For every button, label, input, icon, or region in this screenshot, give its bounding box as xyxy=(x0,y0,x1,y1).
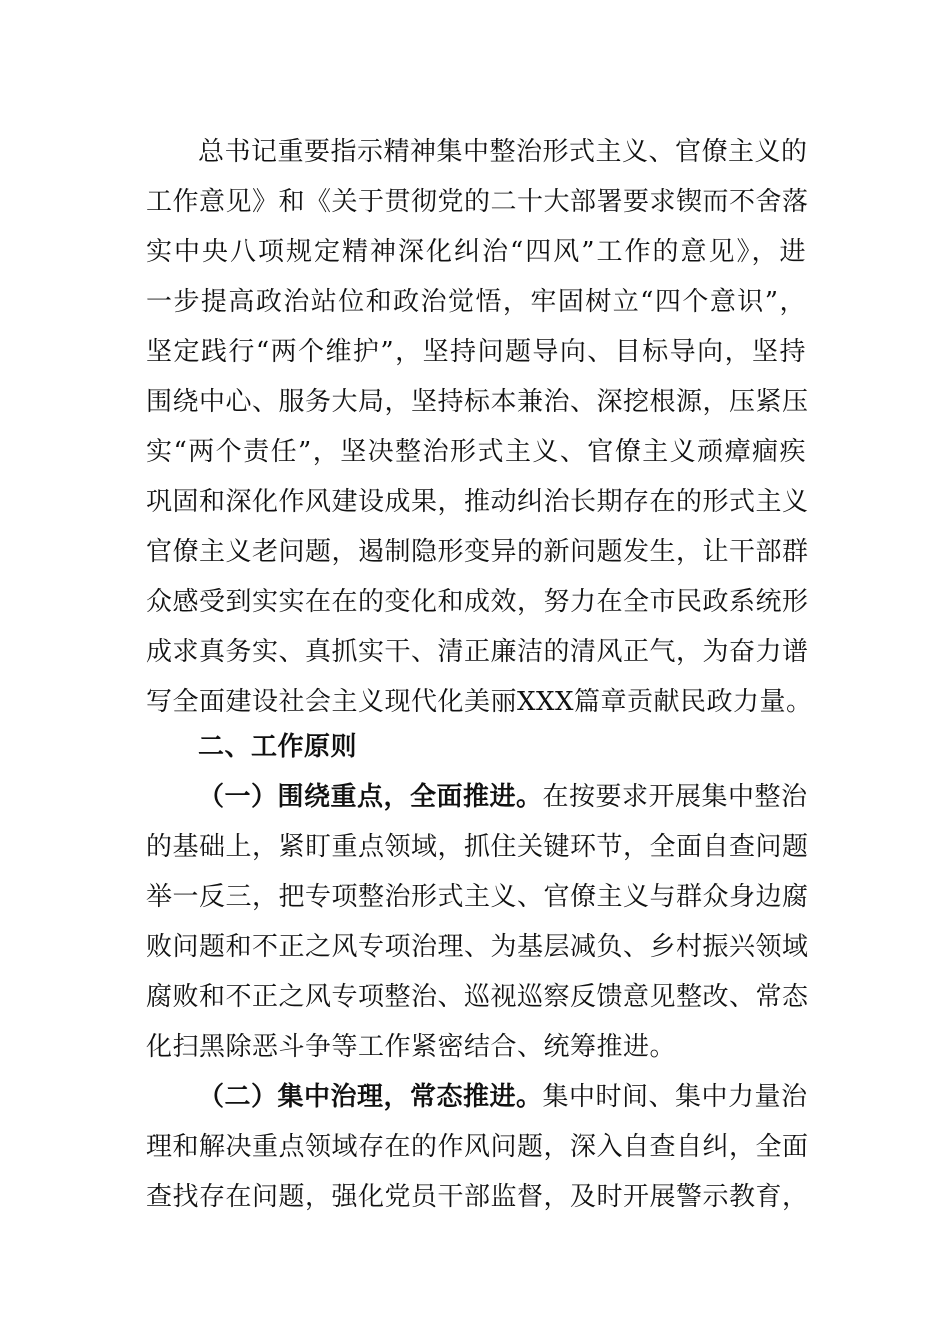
paragraph-line: 总书记重要指示精神集中整治形式主义、官僚主义的 xyxy=(198,137,808,167)
item-1-title: （一）围绕重点，全面推进。 xyxy=(198,782,543,812)
item-2-first-line xyxy=(198,1072,806,1122)
paragraph-line: 众感受到实实在在的变化和成效，努力在全市民政系统形 xyxy=(146,587,809,617)
paragraph-line: 腐败和不正之风专项整治、巡视巡察反馈意见整改、常态 xyxy=(146,982,809,1012)
paragraph-line: 查找存在问题，强化党员干部监督，及时开展警示教育， xyxy=(146,1182,809,1212)
paragraph-line: 一步提高政治站位和政治觉悟，牢固树立“四个意识”， xyxy=(146,287,806,317)
paragraph-line: 写全面建设社会主义现代化美丽XXX篇章贡献民政力量。 xyxy=(146,687,813,717)
paragraph-line: 官僚主义老问题，遏制隐形变异的新问题发生，让干部群 xyxy=(146,537,809,567)
paragraph-line: 化扫黑除恶斗争等工作紧密结合、统筹推进。 xyxy=(146,1032,677,1062)
item-1-first-line xyxy=(198,772,806,822)
paragraph-line: 成求真务实、真抓实干、清正廉洁的清风正气，为奋力谱 xyxy=(146,637,809,667)
section-heading: 二、工作原则 xyxy=(198,732,358,762)
paragraph-line: 败问题和不正之风专项治理、为基层减负、乡村振兴领域 xyxy=(146,932,809,962)
item-1-first-line-text: 在按要求开展集中整治 xyxy=(542,782,808,812)
paragraph-line: 实“两个责任”，坚决整治形式主义、官僚主义顽瘴痼疾 xyxy=(146,437,806,467)
paragraph-line: 实中央八项规定精神深化纠治“四风”工作的意见》，进 xyxy=(146,237,806,267)
paragraph-line: 坚定践行“两个维护”，坚持问题导向、目标导向，坚持 xyxy=(146,337,806,367)
paragraph-line: 理和解决重点领域存在的作风问题，深入自查自纠，全面 xyxy=(146,1132,809,1162)
paragraph-line: 围绕中心、服务大局，坚持标本兼治、深挖根源，压紧压 xyxy=(146,387,809,417)
item-2-first-line-text: 集中时间、集中力量治 xyxy=(542,1082,808,1112)
paragraph-line: 工作意见》和《关于贯彻党的二十大部署要求锲而不舍落 xyxy=(146,187,809,217)
paragraph-line: 举一反三，把专项整治形式主义、官僚主义与群众身边腐 xyxy=(146,882,809,912)
paragraph-line: 的基础上，紧盯重点领域，抓住关键环节，全面自查问题 xyxy=(146,832,809,862)
item-2-title: （二）集中治理，常态推进。 xyxy=(198,1082,543,1112)
paragraph-line: 巩固和深化作风建设成果，推动纠治长期存在的形式主义 xyxy=(146,487,809,517)
